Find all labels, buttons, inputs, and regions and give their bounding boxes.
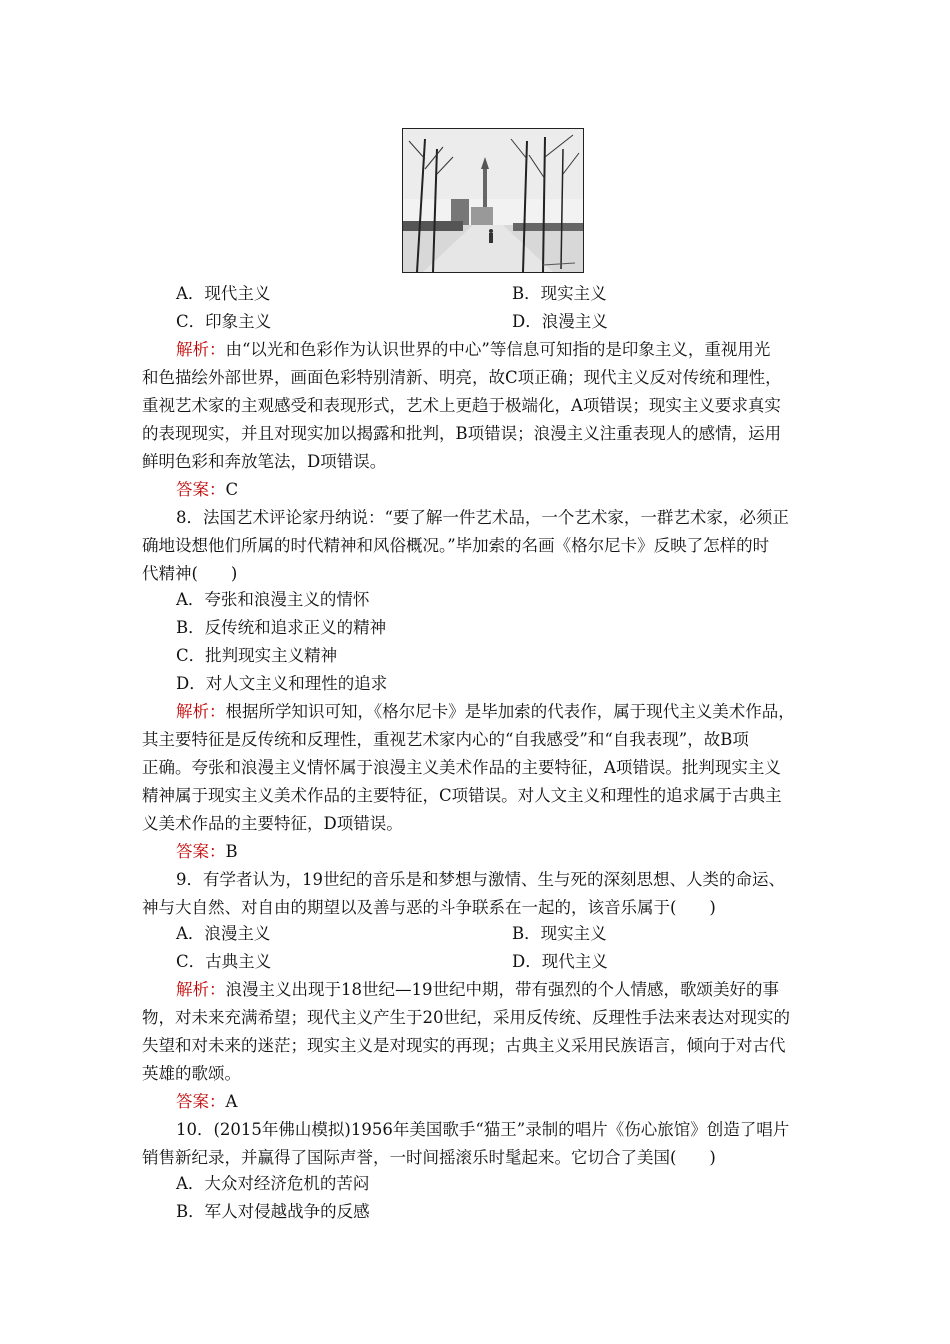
q9-analysis-line-3: 失望和对未来的迷茫；现实主义是对现实的再现；古典主义采用民族语言，倾向于对古代 bbox=[142, 1036, 786, 1055]
q8-analysis-line-1: 解析：根据所学知识可知，《格尔尼卡》是毕加索的代表作，属于现代主义美术作品， bbox=[176, 702, 795, 721]
q9-stem-line-2: 神与大自然、对自由的期望以及善与恶的斗争联系在一起的，该音乐属于( ) bbox=[142, 898, 716, 917]
q8-answer-label: 答案： bbox=[176, 842, 226, 861]
q9-option-b: B．现实主义 bbox=[512, 924, 607, 943]
q9-option-d: D．现代主义 bbox=[512, 952, 608, 971]
q8-option-a: A．夸张和浪漫主义的情怀 bbox=[176, 590, 370, 609]
q8-stem-line-3: 代精神( ) bbox=[142, 564, 238, 583]
q7-analysis-line-5: 鲜明色彩和奔放笔法，D项错误。 bbox=[142, 452, 387, 471]
q10-stem-line-1: 10．(2015年佛山模拟)1956年美国歌手“猫王”录制的唱片《伤心旅馆》创造了唱片 bbox=[176, 1120, 790, 1139]
q7-option-b: B．现实主义 bbox=[512, 284, 607, 303]
q7-answer-value: C bbox=[225, 480, 239, 499]
q7-option-d: D．浪漫主义 bbox=[512, 312, 608, 331]
q9-option-c: C．古典主义 bbox=[176, 952, 272, 971]
q9-analysis-line-2: 物，对未来充满希望；现代主义产生于20世纪，采用反传统、反理性手法来表达对现实的 bbox=[142, 1008, 790, 1027]
q9-analysis-label: 解析： bbox=[176, 980, 226, 999]
q8-option-c: C．批判现实主义精神 bbox=[176, 646, 338, 665]
q8-analysis-line-2: 其主要特征是反传统和反理性，重视艺术家内心的“自我感受”和“自我表现”，故B项 bbox=[142, 730, 749, 749]
painting-figure bbox=[402, 128, 584, 273]
q9-answer bbox=[176, 1091, 237, 1113]
q9-answer-value: A bbox=[225, 1092, 238, 1111]
q8-analysis-line-4: 精神属于现实主义美术作品的主要特征，C项错误。对人文主义和理性的追求属于古典主 bbox=[142, 786, 782, 805]
q9-analysis-line-4: 英雄的歌颂。 bbox=[142, 1064, 241, 1083]
q8-option-d: D．对人文主义和理性的追求 bbox=[176, 674, 388, 693]
q8-analysis-line-5: 义美术作品的主要特征，D项错误。 bbox=[142, 814, 403, 833]
q7-analysis-line-4: 的表现现实，并且对现实加以揭露和批判，B项错误；浪漫主义注重表现人的感情，运用 bbox=[142, 424, 782, 443]
q9-analysis-line-1: 解析：浪漫主义出现于18世纪—19世纪中期，带有强烈的个人情感，歌颂美好的事 bbox=[176, 980, 779, 999]
q8-answer-value: B bbox=[225, 842, 238, 861]
q7-answer bbox=[176, 479, 238, 501]
q8-stem-line-2: 确地设想他们所属的时代精神和风俗概况。”毕加索的名画《格尔尼卡》反映了怎样的时 bbox=[142, 536, 770, 555]
q7-option-c: C．印象主义 bbox=[176, 312, 272, 331]
q7-analysis-line-1: 解析：由“以光和色彩作为认识世界的中心”等信息可知指的是印象主义，重视用光 bbox=[176, 340, 771, 359]
q7-answer-label: 答案： bbox=[176, 480, 226, 499]
q9-answer-label: 答案： bbox=[176, 1092, 226, 1111]
q7-analysis-label: 解析： bbox=[176, 340, 226, 359]
q10-stem-line-2: 销售新纪录，并赢得了国际声誉，一时间摇滚乐时髦起来。它切合了美国( ) bbox=[142, 1148, 716, 1167]
q10-option-b: B．军人对侵越战争的反感 bbox=[176, 1202, 370, 1221]
q7-analysis-line-2: 和色描绘外部世界，画面色彩特别清新、明亮，故C项正确；现代主义反对传统和理性， bbox=[142, 368, 782, 387]
q7-option-a: A．现代主义 bbox=[176, 284, 271, 303]
q8-analysis-line-3: 正确。夸张和浪漫主义情怀属于浪漫主义美术作品的主要特征，A项错误。批判现实主义 bbox=[142, 758, 781, 777]
q8-answer bbox=[176, 841, 238, 863]
q7-analysis-line-3: 重视艺术家的主观感受和表现形式，艺术上更趋于极端化，A项错误；现实主义要求真实 bbox=[142, 396, 781, 415]
q9-option-a: A．浪漫主义 bbox=[176, 924, 271, 943]
q8-option-b: B．反传统和追求正义的精神 bbox=[176, 618, 387, 637]
q8-stem-line-1: 8．法国艺术评论家丹纳说：“要了解一件艺术品，一个艺术家，一群艺术家，必须正 bbox=[176, 508, 789, 527]
landscape-painting-image bbox=[403, 129, 583, 272]
q8-analysis-label: 解析： bbox=[176, 702, 226, 721]
q9-stem-line-1: 9．有学者认为，19世纪的音乐是和梦想与激情、生与死的深刻思想、人类的命运、 bbox=[176, 870, 785, 889]
q10-option-a: A．大众对经济危机的苦闷 bbox=[176, 1174, 370, 1193]
